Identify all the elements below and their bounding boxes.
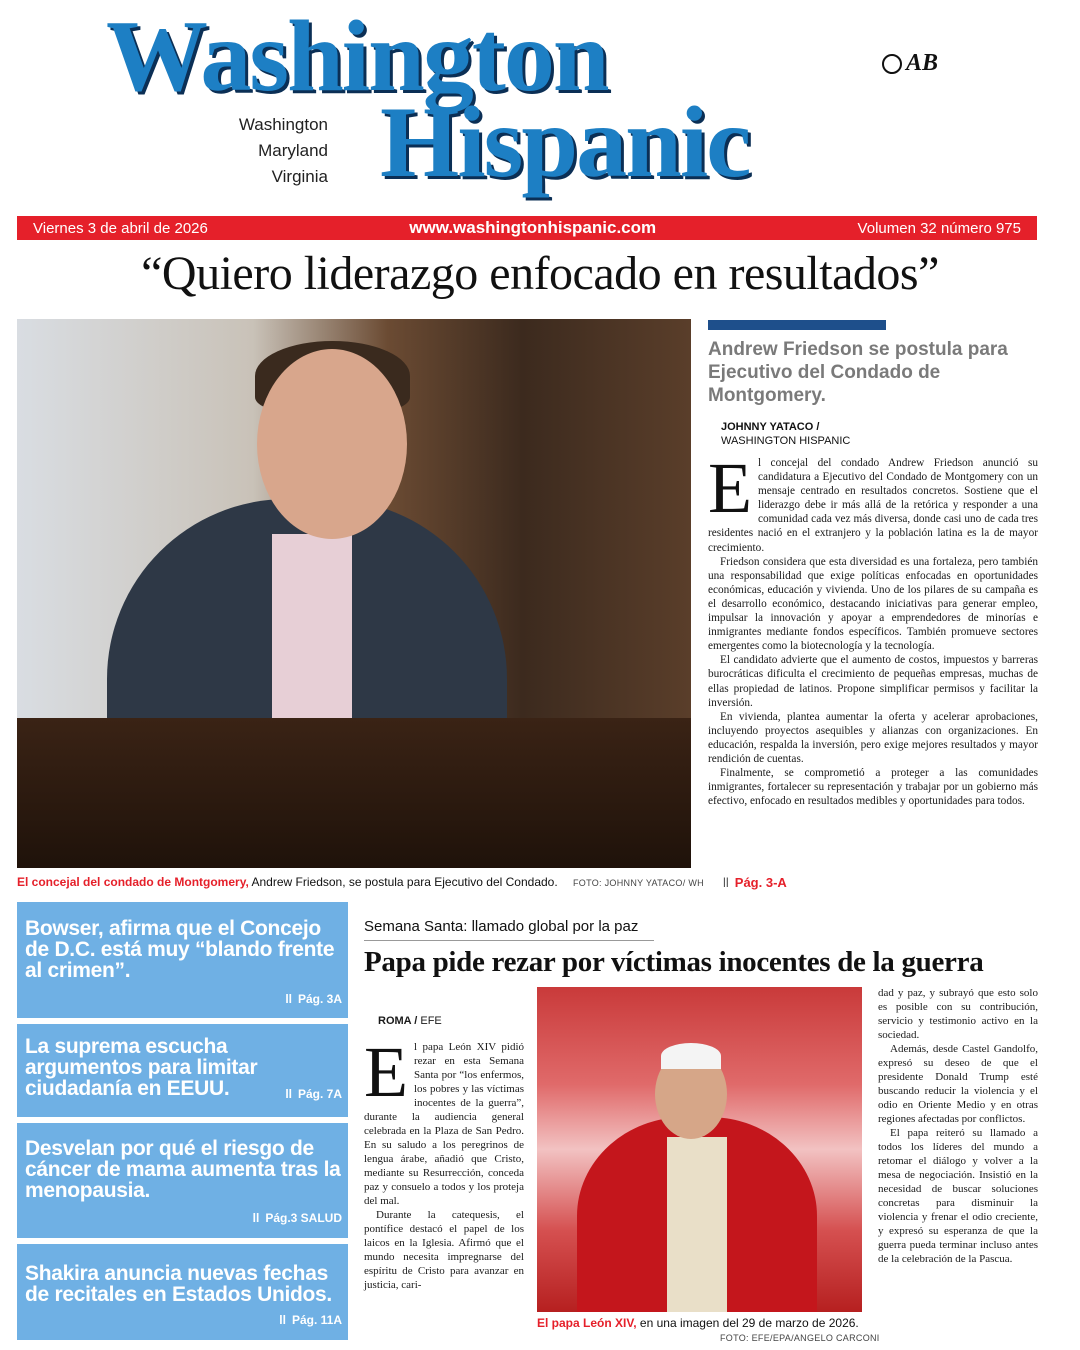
region-washington: Washington [238, 115, 328, 134]
lead-deck: Andrew Friedson se postula para Ejecutivo del Condado de Montgomery. [708, 339, 1008, 406]
issue-date: Viernes 3 de abril de 2026 [33, 219, 208, 237]
lead-photo-credit: FOTO: JOHNNY YATACO/ WH [573, 878, 704, 888]
sidebar-item-page-ref[interactable]: ll Pág.3 SALUD [252, 1211, 342, 1225]
kicker-divider [364, 940, 654, 941]
sidebar-item[interactable]: La suprema escucha argumentos para limitar ciudadanía en EEUU. [25, 1035, 258, 1100]
second-headline: Papa pide rezar por víctimas inocentes de la guerra [364, 946, 984, 978]
lead-headline: “Quiero liderazgo enfocado en resultados” [141, 247, 939, 300]
masthead-title-hispanic: Hispanic [380, 86, 750, 199]
lead-body [708, 448, 1038, 808]
ab-logo: AB [906, 50, 939, 76]
second-paragraph: Durante la catequesis, el pontífice destacó el papel de los laicos en la Iglesia. Afirmó que el mundo necesita impregnarse del espíritu de Cristo para avanzar en justicia, cari- [364, 1209, 524, 1291]
pope-photo-caption: El papa León XIV, en una imagen del 29 de marzo de 2026. [537, 1316, 859, 1330]
second-paragraph: Además, desde Castel Gandolfo, expresó su deseo de que el presidente Donald Trump esté buscando reducir la violencia y el odio en Oriente Medio y en otras regiones afectadas por conflictos. [878, 1043, 1038, 1125]
lead-paragraph: El candidato advierte que el aumento de costos, impuestos y barreras burocráticas dificulta el crecimiento de pequeñas empresas, muchas de ellas propiedad de latinos. Propone simplificar permisos y facilitar la inversión. [708, 654, 1038, 709]
second-body-col1 [364, 1032, 524, 1292]
news-sidebar [17, 902, 348, 1340]
sidebar-item[interactable]: Bowser, afirma que el Concejo de D.C. está muy “blando frente al crimen”. [25, 917, 335, 982]
lead-page-ref[interactable]: ll Pág. 3-A [723, 875, 787, 890]
lead-photo-caption: El concejal del condado de Montgomery, Andrew Friedson, se postula para Ejecutivo del Condado. [17, 875, 558, 889]
issue-volume: Volumen 32 número 975 [857, 219, 1021, 237]
lead-paragraph: Finalmente, se comprometió a proteger a las comunidades inmigrantes, fortalecer su representación y trabajar por un gobierno más efectivo, enfocado en resultados medibles y oportunidades para todos. [708, 767, 1038, 808]
second-kicker: Semana Santa: llamado global por la paz [364, 918, 639, 935]
second-body-col3 [878, 986, 1038, 1266]
second-paragraph: dad y paz, y subrayó que esto solo es posible con su contribución, servicio y testimonio activo en la sociedad. [878, 987, 1038, 1041]
website-link[interactable]: www.washingtonhispanic.com [409, 218, 657, 237]
deck-rule [708, 320, 886, 330]
association-logos [882, 50, 938, 77]
second-dropcap: E [364, 1032, 408, 1112]
lead-paragraph: l concejal del condado Andrew Friedson anunció su candidatura a Ejecutivo del Condado de Montgomery con un mensaje centrado en resultados concretos. Sostiene que el liderazgo debe ir más allá de la retórica y responder a una comunidad cada vez más diversa, donde casi uno de cada tres residentes nació en el extranjero y la población latina es la de mayor crecimiento. [708, 457, 1038, 554]
lead-dropcap: E [708, 448, 752, 528]
sidebar-item-page-ref[interactable]: ll Pág. 3A [285, 992, 342, 1006]
sidebar-item-page-ref[interactable]: ll Pág. 11A [279, 1313, 342, 1327]
sidebar-item[interactable]: Shakira anuncia nuevas fechas de recitales en Estados Unidos. [25, 1262, 332, 1306]
seal-icon [882, 54, 902, 74]
masthead-regions [200, 112, 328, 190]
lead-byline: JOHNNY YATACO / WASHINGTON HISPANIC [721, 421, 851, 447]
lead-paragraph: En vivienda, plantea aumentar la oferta y acelerar aprobaciones, incluyendo proyectos asequibles y alianzas con organizaciones. En educación, respalda la inversión, pero exige mejores resultados y mayor rendición de cuentas. [708, 710, 1038, 765]
second-paragraph: El papa reiteró su llamado a todos los líderes del mundo a retomar el diálogo y volver a la mesa de negociación. Insistió en la necesidad de buscar soluciones concretas para disminuir la violencia y frenar el odio creciente, y expresó su esperanza de que la guerra pueda terminar incluso antes de la celebración de la Pascua. [878, 1127, 1038, 1265]
region-virginia: Virginia [271, 167, 328, 186]
date-bar [17, 216, 1037, 240]
lead-paragraph: Friedson considera que esta diversidad es una fortaleza, pero también una responsabilidad que exige políticas enfocadas en oportunidades económicas, educación y vivienda. Uno de los pilares de su campaña es el desarrollo económico, destacando iniciativas para generar empleo, impulsar la innovación y apoyar a emprendedores de minorías e inmigrantes mediante fondos específicos. También promueve sectores emergentes como la biotecnología y la tecnología. [708, 555, 1038, 653]
pope-photo-credit: FOTO: EFE/EPA/ANGELO CARCONI [720, 1333, 880, 1343]
lead-photo [17, 319, 691, 868]
sidebar-item[interactable]: Desvelan por qué el riesgo de cáncer de mama aumenta tras la menopausia. [25, 1137, 341, 1202]
sidebar-item-page-ref[interactable]: ll Pág. 7A [285, 1087, 342, 1101]
second-dateline: ROMA / EFE [378, 1015, 442, 1027]
pope-photo [537, 987, 862, 1312]
region-maryland: Maryland [258, 141, 328, 160]
masthead-title-washington: Washington [106, 0, 608, 113]
second-paragraph: l papa León XIV pidió rezar en esta Semana Santa por “los enfermos, los pobres y las víctimas inocentes de la guerra”, durante la audiencia general celebrada en la Plaza de San Pedro. En su saludo a los peregrinos de lengua árabe, añadió que Cristo, mediante su Resurrección, conceda paz y consuelo a todos y los proteja del mal. [364, 1041, 524, 1207]
